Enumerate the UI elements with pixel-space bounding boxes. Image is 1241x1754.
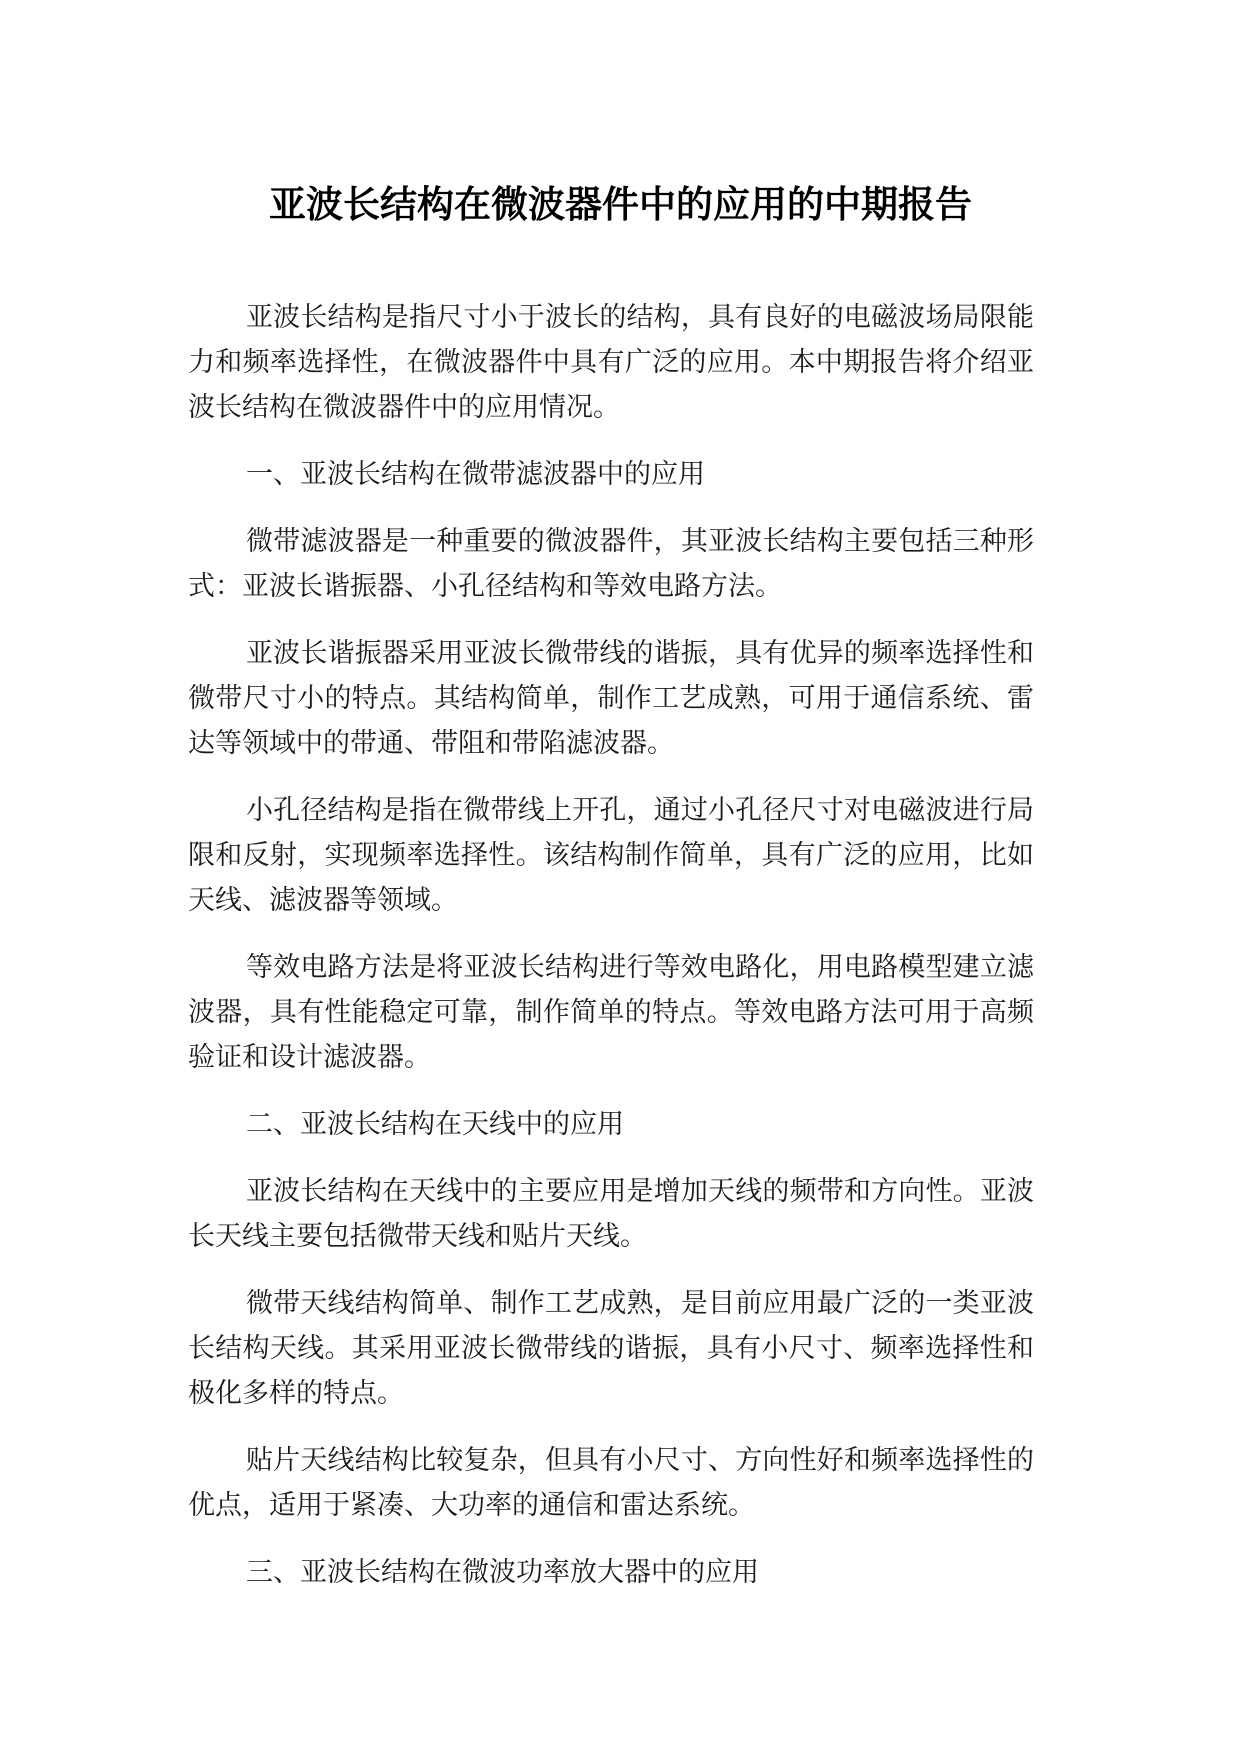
paragraph bbox=[188, 519, 1034, 609]
paragraph-line: 贴片天线结构比较复杂，但具有小尺寸、方向性好和频率选择性的 bbox=[246, 1445, 1034, 1476]
document-title: 亚波长结构在微波器件中的应用的中期报告 bbox=[269, 183, 972, 226]
section-heading: 三、亚波长结构在微波功率放大器中的应用 bbox=[246, 1557, 759, 1588]
paragraph-line: 限和反射，实现频率选择性。该结构制作简单，具有广泛的应用，比如 bbox=[188, 840, 1034, 871]
paragraph-line: 微带滤波器是一种重要的微波器件，其亚波长结构主要包括三种形 bbox=[246, 526, 1034, 557]
paragraph-line: 优点，适用于紧凑、大功率的通信和雷达系统。 bbox=[188, 1490, 755, 1521]
paragraph bbox=[188, 1438, 1034, 1528]
paragraph-line: 波器，具有性能稳定可靠，制作简单的特点。等效电路方法可用于高频 bbox=[188, 997, 1034, 1028]
paragraph-line: 波长结构在微波器件中的应用情况。 bbox=[188, 392, 620, 423]
paragraph-line: 亚波长结构在天线中的主要应用是增加天线的频带和方向性。亚波 bbox=[246, 1176, 1034, 1207]
paragraph-line: 长结构天线。其采用亚波长微带线的谐振，具有小尺寸、频率选择性和 bbox=[188, 1333, 1034, 1364]
paragraph-line: 极化多样的特点。 bbox=[188, 1378, 404, 1409]
paragraph-line: 验证和设计滤波器。 bbox=[188, 1042, 431, 1073]
paragraph bbox=[188, 788, 1034, 923]
paragraph-line: 达等领域中的带通、带阻和带陷滤波器。 bbox=[188, 728, 674, 759]
paragraph-line: 微带天线结构简单、制作工艺成熟，是目前应用最广泛的一类亚波 bbox=[246, 1288, 1034, 1319]
paragraph-line: 亚波长结构是指尺寸小于波长的结构，具有良好的电磁波场局限能 bbox=[246, 302, 1034, 333]
paragraph-line: 天线、滤波器等领域。 bbox=[188, 885, 458, 916]
paragraph-line: 式：亚波长谐振器、小孔径结构和等效电路方法。 bbox=[188, 571, 782, 602]
section-heading: 一、亚波长结构在微带滤波器中的应用 bbox=[246, 459, 705, 490]
paragraph-line: 微带尺寸小的特点。其结构简单，制作工艺成熟，可用于通信系统、雷 bbox=[188, 683, 1034, 714]
paragraph-line: 力和频率选择性，在微波器件中具有广泛的应用。本中期报告将介绍亚 bbox=[188, 347, 1034, 378]
paragraph bbox=[188, 1169, 1034, 1259]
paragraph-line: 亚波长谐振器采用亚波长微带线的谐振，具有优异的频率选择性和 bbox=[246, 638, 1034, 669]
paragraph-line: 长天线主要包括微带天线和贴片天线。 bbox=[188, 1221, 647, 1252]
paragraph bbox=[188, 295, 1034, 430]
paragraph bbox=[188, 631, 1034, 766]
paragraph-line: 等效电路方法是将亚波长结构进行等效电路化，用电路模型建立滤 bbox=[246, 952, 1034, 983]
section-heading: 二、亚波长结构在天线中的应用 bbox=[246, 1109, 624, 1140]
paragraph bbox=[188, 1281, 1034, 1416]
document-body bbox=[188, 295, 1034, 1617]
paragraph bbox=[188, 945, 1034, 1080]
paragraph-line: 小孔径结构是指在微带线上开孔，通过小孔径尺寸对电磁波进行局 bbox=[246, 795, 1034, 826]
